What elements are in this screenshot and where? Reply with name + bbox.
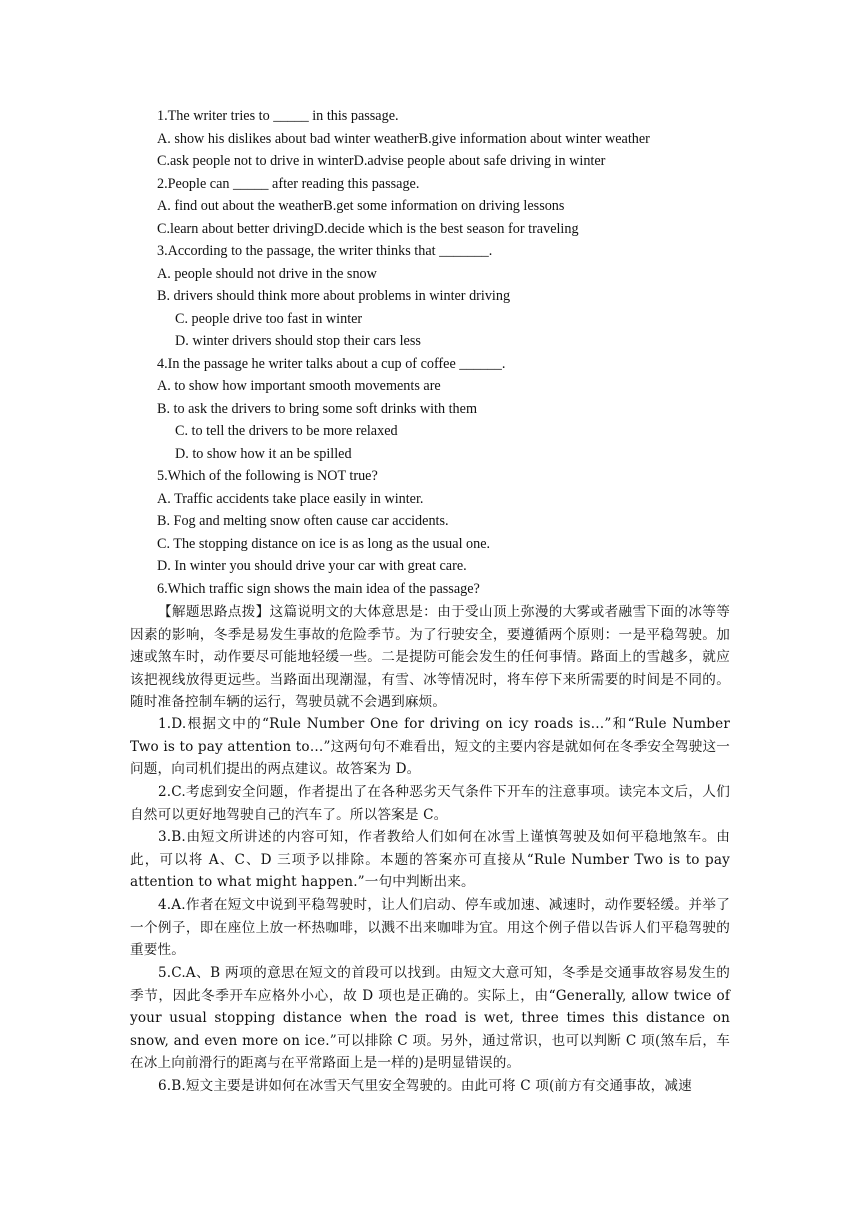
answer-6-explanation: 6.B.短文主要是讲如何在冰雪天气里安全驾驶的。由此可将 C 项(前方有交通事故，减速 bbox=[158, 1078, 692, 1094]
question-3-option-b: B. drivers should think more about problems in winter driving bbox=[157, 288, 511, 304]
analysis-summary-paragraph: 【解题思路点拨】这篇说明文的大体意思是：由于受山顶上弥漫的大雾或者融雪下面的冰等等因素的影响，冬季是易发生事故的危险季节。为了行驶安全，要遵循两个原则：一是平稳驾驶。加速或煞车时，动作要尽可能地轻缓一些。二是提防可能会发生的任何事情。路面上的雪越多，就应该把视线放得更远些。当路面出现潮湿，有雪、冰等情况时，将车停下来所需要的时间是不同的。随时准备控制车辆的运行，驾驶员就不会遇到麻烦。 bbox=[130, 604, 730, 710]
answer-4-explanation: 4.A.作者在短文中说到平稳驾驶时，让人们启动、停车或加速、减速时，动作要轻缓。并举了一个例子，即在座位上放一杯热咖啡，以溅不出来咖啡为宜。用这个例子借以告诉人们平稳驾驶的重要性。 bbox=[130, 897, 730, 958]
question-5-option-d: D. In winter you should drive your car with great care. bbox=[157, 558, 467, 574]
question-5-option-b: B. Fog and melting snow often cause car accidents. bbox=[157, 513, 449, 529]
question-1-options-cd: C.ask people not to drive in winterD.advise people about safe driving in winter bbox=[157, 153, 606, 169]
question-4-option-c: C. to tell the drivers to be more relaxed bbox=[175, 423, 398, 439]
question-5-stem: 5.Which of the following is NOT true? bbox=[157, 468, 378, 484]
question-3-option-d: D. winter drivers should stop their cars less bbox=[175, 333, 421, 349]
question-4-option-b: B. to ask the drivers to bring some soft drinks with them bbox=[157, 401, 477, 417]
question-4-stem: 4.In the passage he writer talks about a cup of coffee ______. bbox=[157, 356, 506, 372]
question-6-stem: 6.Which traffic sign shows the main idea of the passage? bbox=[157, 581, 480, 597]
question-5-option-c: C. The stopping distance on ice is as long as the usual one. bbox=[157, 536, 491, 552]
question-2-options-ab: A. find out about the weatherB.get some information on driving lessons bbox=[157, 198, 565, 214]
question-1-options-ab: A. show his dislikes about bad winter weatherB.give information about winter weather bbox=[157, 131, 650, 147]
question-2-options-cd: C.learn about better drivingD.decide which is the best season for traveling bbox=[157, 221, 579, 237]
answer-3-explanation: 3.B.由短文所讲述的内容可知，作者教给人们如何在冰雪上谨慎驾驶及如何平稳地煞车。由此，可以将 A、C、D 三项予以排除。本题的答案亦可直接从“Rule Number Two is to pay attention to what might happen.”一句中判断出来。 bbox=[130, 829, 730, 890]
answer-5-explanation: 5.C.A、B 两项的意思在短文的首段可以找到。由短文大意可知，冬季是交通事故容易发生的季节，因此冬季开车应格外小心，故 D 项也是正确的。实际上，由“Generally, allow twice of your usual stopping distance when the road is wet, three times this distance on snow, and even more on ice.”可以排除 C 项。另外，通过常识，也可以判断 C 项(煞车后，车在冰上向前滑行的距离与在平常路面上是一样的)是明显错误的。 bbox=[130, 965, 730, 1071]
question-1-stem: 1.The writer tries to _____ in this passage. bbox=[157, 108, 399, 124]
question-4-option-d: D. to show how it an be spilled bbox=[175, 446, 352, 462]
question-3-stem: 3.According to the passage, the writer thinks that _______. bbox=[157, 243, 493, 259]
answer-1-explanation: 1.D.根据文中的“Rule Number One for driving on icy roads is…”和“Rule Number Two is to pay attention to…”这两句句不难看出，短文的主要内容是就如何在冬季安全驾驶这一问题，向司机们提出的两点建议。故答案为 D。 bbox=[130, 716, 730, 777]
question-3-option-c: C. people drive too fast in winter bbox=[175, 311, 363, 327]
answer-2-explanation: 2.C.考虑到安全问题，作者提出了在各种恶劣天气条件下开车的注意事项。读完本文后，人们自然可以更好地驾驶自己的汽车了。所以答案是 C。 bbox=[130, 784, 730, 823]
question-3-option-a: A. people should not drive in the snow bbox=[157, 266, 377, 282]
question-4-option-a: A. to show how important smooth movements are bbox=[157, 378, 441, 394]
question-5-option-a: A. Traffic accidents take place easily in winter. bbox=[157, 491, 424, 507]
question-2-stem: 2.People can _____ after reading this passage. bbox=[157, 176, 420, 192]
